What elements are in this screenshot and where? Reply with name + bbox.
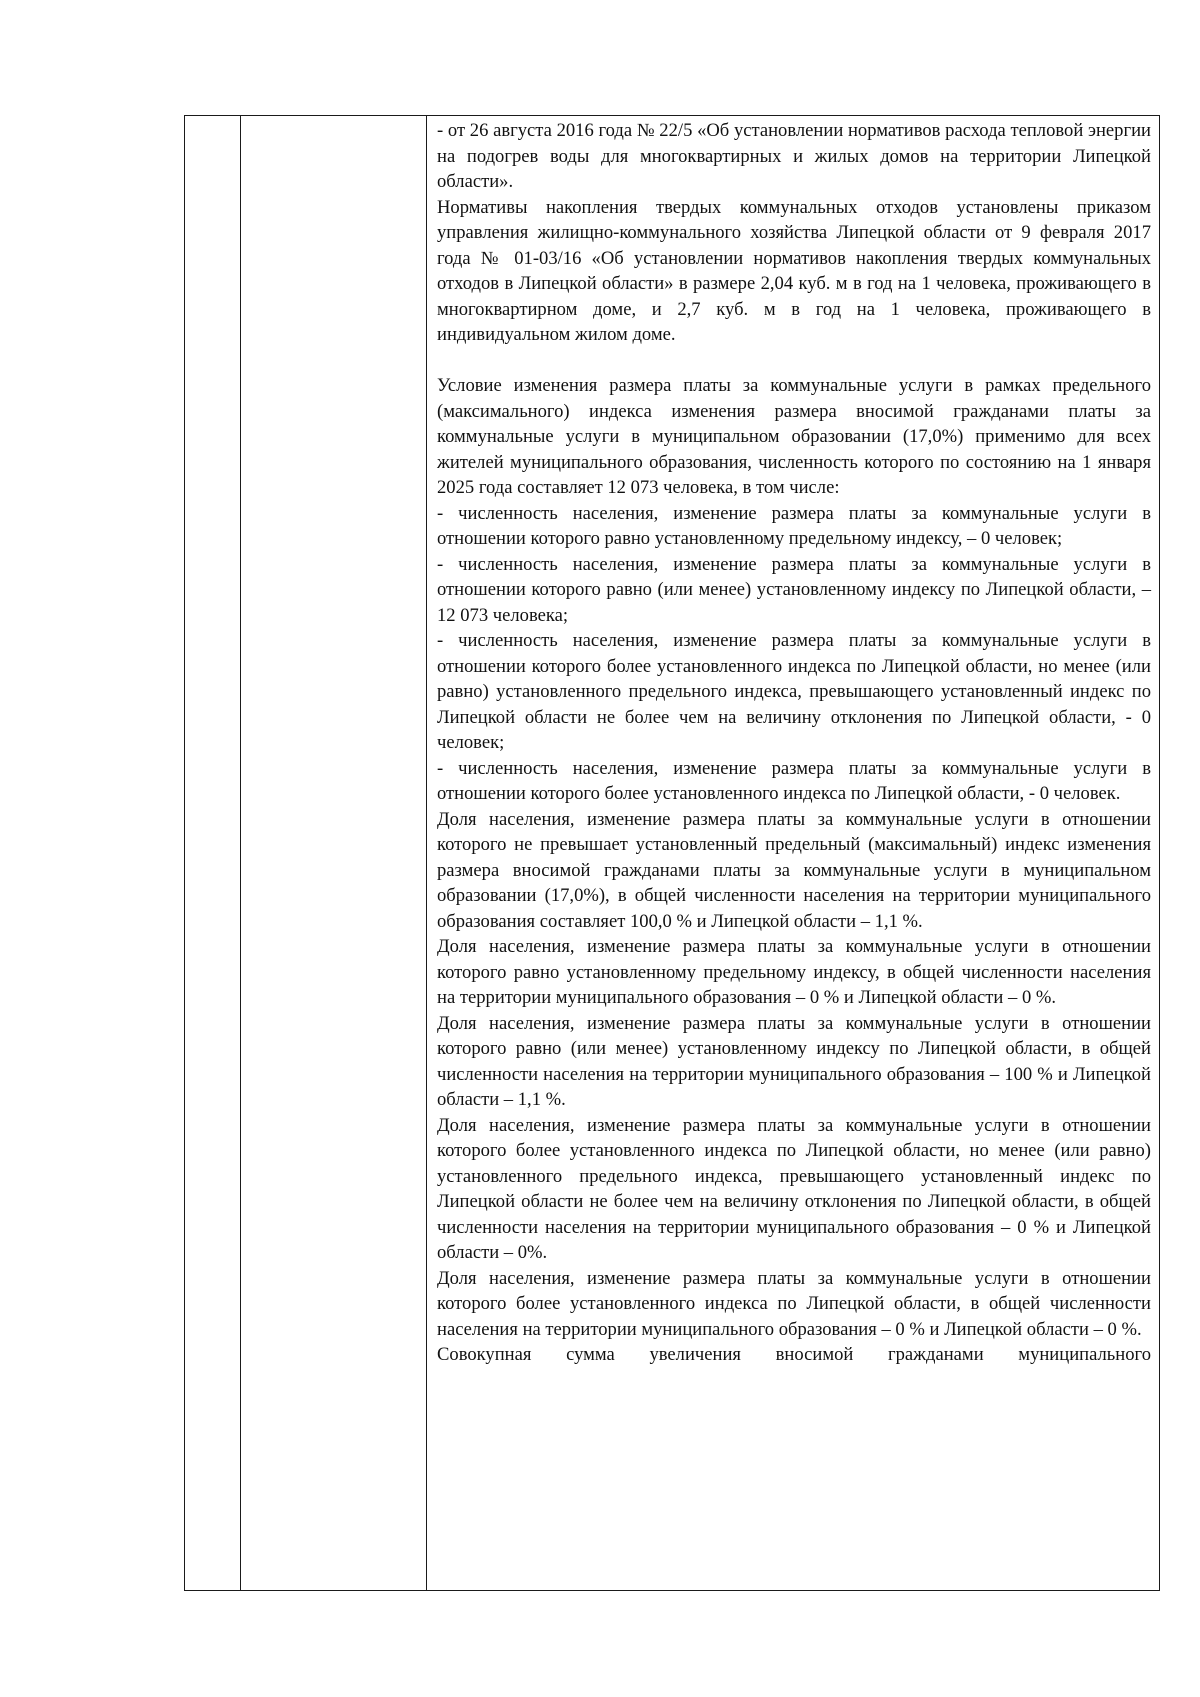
paragraph: Нормативы накопления твердых коммунальных отходов установлены приказом управления жилищно-коммунального хозяйства Липецкой области от 9 февраля 2017 года № 01-03/16 «Об установлении нормативов накопления твердых коммунальных отходов в Липецкой области» в размере 2,04 куб. м в год на 1 человека, проживающего в многоквартирном доме, и 2,7 куб. м в год на 1 человека, проживающего в индивидуальном жилом доме.	[437, 196, 1151, 345]
paragraph: Условие изменения размера платы за коммунальные услуги в рамках предельного (максимального) индекса изменения размера вносимой гражданами платы за коммунальные услуги в муниципальном образовании (17,0%) применимо для всех жителей муниципального образования, численность которого по состоянию на 1 января 2025 года составляет 12 073 человека, в том числе:	[437, 375, 1151, 498]
paragraph-continued: Совокупная сумма увеличения вносимой гражданами муниципального	[437, 1344, 1151, 1365]
paragraph: Доля населения, изменение размера платы за коммунальные услуги в отношении которого не превышает установленный предельный (максимальный) индекс изменения размера вносимой гражданами платы за коммунальные услуги в муниципальном образовании (17,0%), в общей численности населения на территории муниципального образования составляет 100,0 % и Липецкой области – 1,1 %.	[437, 808, 1151, 932]
paragraph: Доля населения, изменение размера платы за коммунальные услуги в отношении которого более установленного индекса по Липецкой области, но менее (или равно) установленного предельного индекса, превышающего установленный индекс по Липецкой области не более чем на величину отклонения по Липецкой области, в общей численности населения на территории муниципального образования – 0 % и Липецкой области – 0%.	[437, 1114, 1151, 1263]
document-table	[184, 115, 1160, 1591]
paragraph: - численность населения, изменение размера платы за коммунальные услуги в отношении которого равно установленному предельному индексу, – 0 человек;	[437, 502, 1151, 549]
paragraph: - численность населения, изменение размера платы за коммунальные услуги в отношении которого равно (или менее) установленному индексу по Липецкой области, – 12 073 человека;	[437, 553, 1151, 626]
paragraph: - численность населения, изменение размера платы за коммунальные услуги в отношении которого более установленного индекса по Липецкой области, - 0 человек.	[437, 757, 1151, 804]
paragraph: - численность населения, изменение размера платы за коммунальные услуги в отношении которого более установленного индекса по Липецкой области, но менее (или равно) установленного предельного индекса, превышающего установленный индекс по Липецкой области не более чем на величину отклонения по Липецкой области, - 0 человек;	[437, 630, 1151, 753]
paragraph: - от 26 августа 2016 года № 22/5 «Об установлении нормативов расхода тепловой энергии на подогрев воды для многоквартирных и жилых домов на территории Липецкой области».	[437, 120, 1151, 192]
paragraph: Доля населения, изменение размера платы за коммунальные услуги в отношении которого равно (или менее) установленному индексу по Липецкой области, в общей численности населения на территории муниципального образования – 100 % и Липецкой области – 1,1 %.	[437, 1012, 1151, 1110]
table-column-number	[185, 116, 241, 1590]
paragraph: Доля населения, изменение размера платы за коммунальные услуги в отношении которого более установленного индекса по Липецкой области, в общей численности населения на территории муниципального образования – 0 % и Липецкой области – 0 %.	[437, 1267, 1151, 1340]
paragraph-gap	[437, 348, 1151, 374]
table-column-name	[241, 116, 427, 1590]
table-column-content	[427, 116, 1159, 1590]
paragraph: Доля населения, изменение размера платы за коммунальные услуги в отношении которого равно установленному предельному индексу, в общей численности населения на территории муниципального образования – 0 % и Липецкой области – 0 %.	[437, 936, 1151, 1008]
